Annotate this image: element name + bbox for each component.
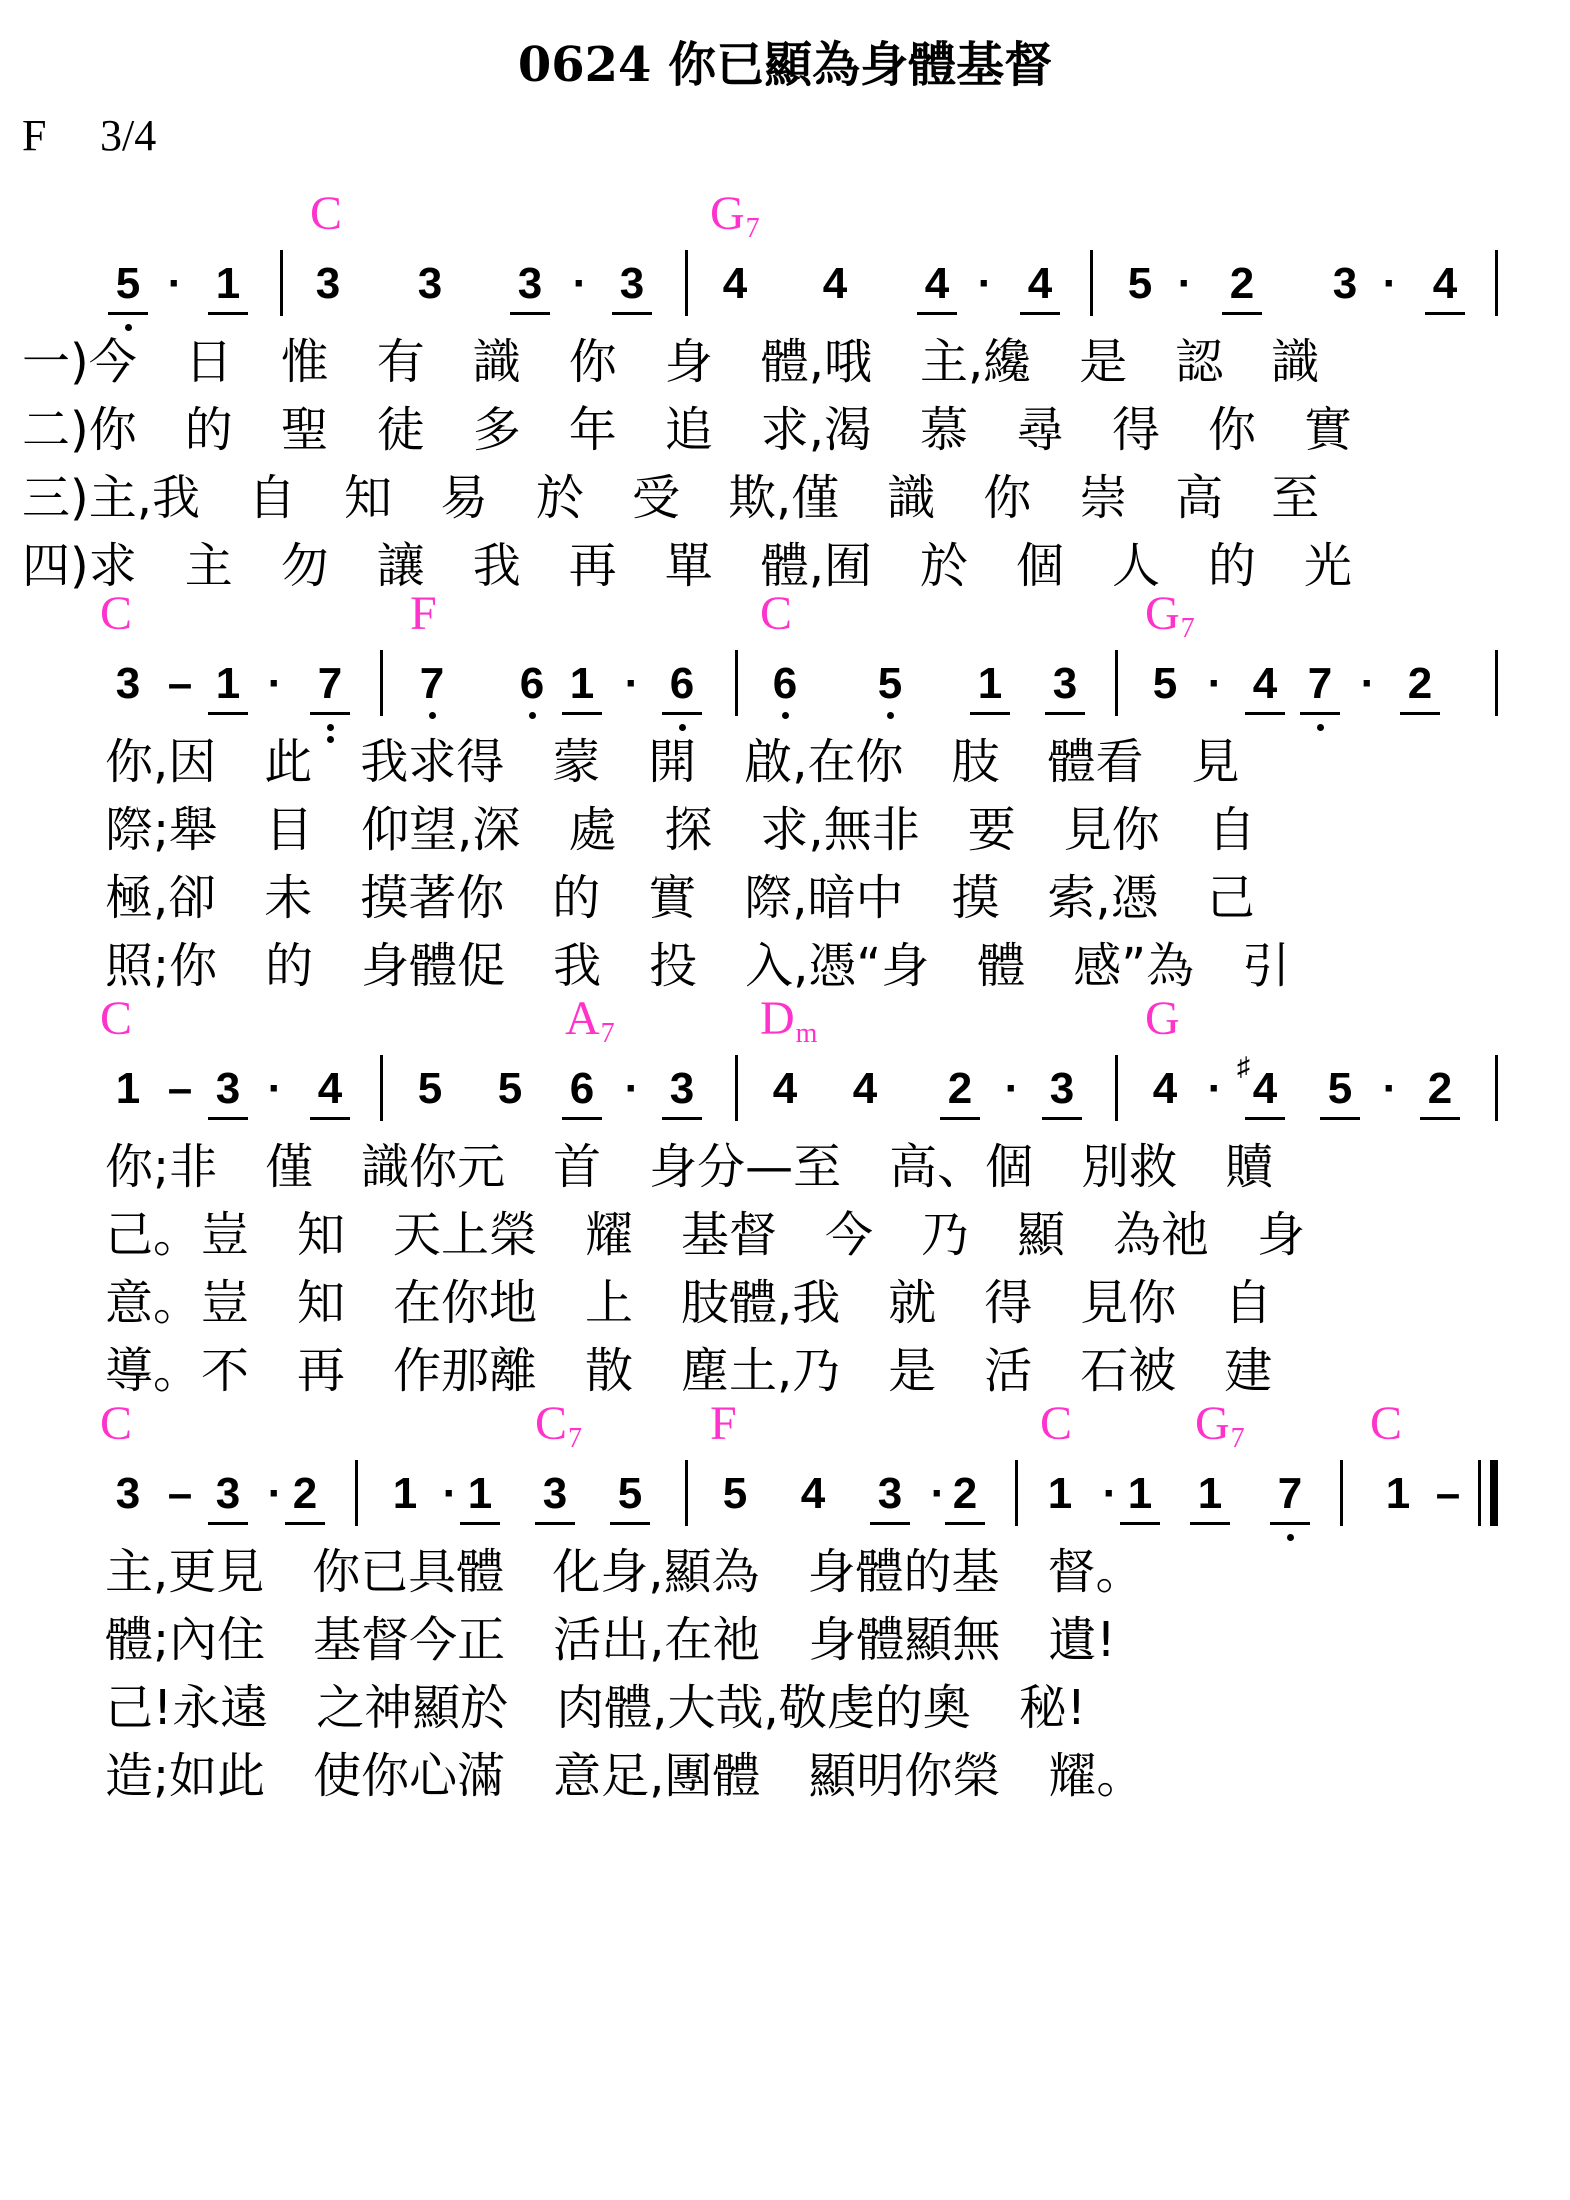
note: 3 [662, 1067, 702, 1120]
note: 4 [852, 1064, 878, 1113]
note: 5 [1152, 659, 1178, 708]
note: 2 [285, 1472, 325, 1525]
note: 4 [1245, 662, 1285, 715]
note: 4 [722, 259, 748, 308]
note: 5 [877, 659, 903, 708]
note: 1 [970, 662, 1010, 715]
bar-line [735, 650, 738, 716]
bar-line [1495, 1055, 1498, 1121]
bar-line [1495, 650, 1498, 716]
note: · [572, 259, 588, 308]
chord-symbol: $G_7$ [1195, 1397, 1245, 1454]
lyric-line: 二)你 的 聖 徒 多 年 追 求,渴 慕 尋 得 你 實 [22, 402, 1352, 458]
note: 5 [1127, 259, 1153, 308]
note: 3 [612, 262, 652, 315]
note: 4 [917, 262, 957, 315]
lyric-line: 你;非 僅 識你元 首 身分—至 高、個 別救 贖 [105, 1139, 1274, 1195]
note: 3 [315, 259, 341, 308]
bar-line [1115, 1055, 1118, 1121]
lower-octave-dot [529, 712, 536, 719]
chord-symbol: C [1040, 1397, 1073, 1450]
chord-symbol: C [100, 992, 133, 1045]
chord-symbol: $A_7$ [565, 992, 615, 1049]
note: · [1004, 1064, 1020, 1113]
bar-line [685, 250, 688, 316]
lyric-line: 意。豈 知 在你地 上 肢體,我 就 得 見你 自 [105, 1275, 1273, 1331]
note: 5 [497, 1064, 523, 1113]
chord-symbol: C [1370, 1397, 1403, 1450]
bar-line [1495, 250, 1498, 316]
note: · [267, 1469, 283, 1518]
note: 6 [772, 659, 798, 708]
note: 3 [208, 1067, 248, 1120]
note: 5 [722, 1469, 748, 1518]
note: 4 [310, 1067, 350, 1120]
note: 1 [1385, 1469, 1411, 1518]
lyric-line: 己!永遠 之神顯於 肉體,大哉,敬虔的奧 秘! [105, 1680, 1087, 1736]
note: 3 [1045, 662, 1085, 715]
note: 5 [1320, 1067, 1360, 1120]
note: · [1382, 1064, 1398, 1113]
note: 1 [1190, 1472, 1230, 1525]
note: · [267, 1064, 283, 1113]
note: 5 [417, 1064, 443, 1113]
note: · [1360, 659, 1376, 708]
lyric-line: 你,因 此 我求得 蒙 開 啟,在你 肢 體看 見 [105, 734, 1240, 790]
lyric-line: 主,更見 你已具體 化身,顯為 身體的基 督。 [105, 1544, 1144, 1600]
lyric-line: 照;你 的 身體促 我 投 入,憑“身 體 感”為 引 [105, 938, 1291, 994]
chord-symbol: F [710, 1397, 737, 1450]
chord-symbol: G [1145, 992, 1180, 1045]
bar-line [1115, 650, 1118, 716]
note: – [167, 1469, 193, 1518]
lyric-line: 極,卻 未 摸著你 的 實 際,暗中 摸 索,憑 己 [105, 870, 1255, 926]
note: 3 [870, 1472, 910, 1525]
note: 1 [392, 1469, 418, 1518]
chord-symbol: C [760, 587, 793, 640]
lower-octave-dot [1317, 724, 1324, 731]
note: · [442, 1469, 458, 1518]
note: · [624, 659, 640, 708]
note: 3 [115, 659, 141, 708]
note: 2 [1420, 1067, 1460, 1120]
bar-line [280, 250, 283, 316]
lyric-line: 際;舉 目 仰望,深 處 探 求,無非 要 見你 自 [105, 802, 1256, 858]
note: 6 [519, 659, 545, 708]
note: 3 [115, 1469, 141, 1518]
note: 4 [822, 259, 848, 308]
lyric-line: 己。豈 知 天上榮 耀 基督 今 乃 顯 為祂 身 [105, 1207, 1306, 1263]
lower-octave-dot [782, 712, 789, 719]
note: · [267, 659, 283, 708]
note: 4 [800, 1469, 826, 1518]
final-bar-thick [1490, 1460, 1498, 1526]
bar-line [1015, 1460, 1018, 1526]
lyric-line: 三)主,我 自 知 易 於 受 欺,僅 識 你 崇 高 至 [22, 470, 1320, 526]
note: 3 [535, 1472, 575, 1525]
lower-octave-dot [887, 712, 894, 719]
note: · [1177, 259, 1193, 308]
note: 1 [562, 662, 602, 715]
note: 4 ♯ [1245, 1067, 1285, 1120]
note: · [977, 259, 993, 308]
note: 2 [1222, 262, 1262, 315]
note: – [167, 1064, 193, 1113]
note: 3 [510, 262, 550, 315]
chord-symbol: $G_7$ [710, 187, 760, 244]
note: 4 [772, 1064, 798, 1113]
note: 5 [108, 262, 148, 315]
bar-line [735, 1055, 738, 1121]
lower-octave-dot [327, 724, 334, 731]
note: 7 [1300, 662, 1340, 715]
note: · [624, 1064, 640, 1113]
note: 6 [562, 1067, 602, 1120]
bar-line [355, 1460, 358, 1526]
note: · [1102, 1469, 1118, 1518]
note: 1 [208, 662, 248, 715]
bar-line [1340, 1460, 1343, 1526]
note: 5 [610, 1472, 650, 1525]
note: 1 [1047, 1469, 1073, 1518]
note: 3 [208, 1472, 248, 1525]
note: 1 [460, 1472, 500, 1525]
note: 4 [1020, 262, 1060, 315]
note: 1 [115, 1064, 141, 1113]
note: · [1207, 659, 1223, 708]
note: · [167, 259, 183, 308]
note: 1 [1120, 1472, 1160, 1525]
note: 3 [1042, 1067, 1082, 1120]
note: – [1435, 1469, 1461, 1518]
song-title: 0624 你已顯為身體基督 [517, 37, 1053, 93]
note: 3 [1332, 259, 1358, 308]
note: 7 [310, 662, 350, 715]
chord-symbol: C [310, 187, 343, 240]
lower-octave-dot [125, 324, 132, 331]
bar-line [380, 1055, 383, 1121]
lyric-line: 造;如此 使你心滿 意足,團體 顯明你榮 耀。 [105, 1748, 1145, 1804]
chord-symbol: $G_7$ [1145, 587, 1195, 644]
note: · [930, 1469, 946, 1518]
chord-symbol: F [410, 587, 437, 640]
bar-line [685, 1460, 688, 1526]
note: 2 [945, 1472, 985, 1525]
lyric-line: 四)求 主 勿 讓 我 再 單 體,囿 於 個 人 的 光 [22, 538, 1352, 594]
note: 1 [208, 262, 248, 315]
lyric-line: 體;內住 基督今正 活出,在祂 身體顯無 遺! [105, 1612, 1116, 1668]
lower-octave-dot [679, 724, 686, 731]
lower-octave-dot [429, 712, 436, 719]
final-bar-thin [1478, 1460, 1481, 1526]
lyric-line: 導。不 再 作那離 散 塵土,乃 是 活 石被 建 [105, 1343, 1273, 1399]
note: – [167, 659, 193, 708]
chord-symbol: C [100, 587, 133, 640]
time-signature: 3/4 [100, 111, 157, 160]
bar-line [380, 650, 383, 716]
note: 6 [662, 662, 702, 715]
note: 2 [940, 1067, 980, 1120]
note: 4 [1152, 1064, 1178, 1113]
note: 4 [1425, 262, 1465, 315]
chord-symbol: C [100, 1397, 133, 1450]
bar-line [1090, 250, 1093, 316]
key-signature: F [22, 111, 47, 160]
lyric-line: 一)今 日 惟 有 識 你 身 體,哦 主,纔 是 認 識 [22, 334, 1320, 390]
chord-symbol: $C_7$ [535, 1397, 583, 1454]
lower-octave-dot [1287, 1534, 1294, 1541]
note: 3 [417, 259, 443, 308]
note: 2 [1400, 662, 1440, 715]
note: · [1382, 259, 1398, 308]
note: · [1207, 1064, 1223, 1113]
chord-symbol: $D_m$ [760, 992, 818, 1049]
note: 7 [1270, 1472, 1310, 1525]
note: 7 [419, 659, 445, 708]
